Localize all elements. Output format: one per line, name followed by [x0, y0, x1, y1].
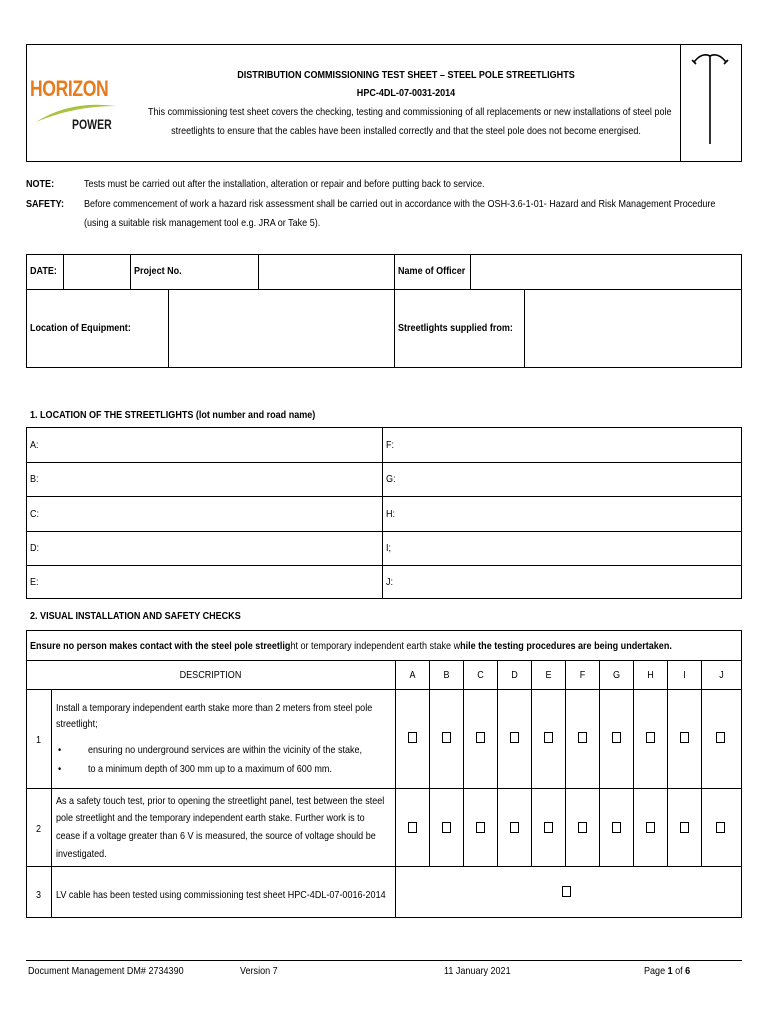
column-header-g: G [612, 669, 621, 681]
location-row-divider [26, 496, 742, 497]
checks-row-divider [26, 866, 742, 867]
check-2-checkbox-i[interactable] [680, 822, 689, 833]
supplied-from-field[interactable] [525, 290, 741, 367]
checks-num-col-divider [51, 689, 52, 918]
footer-page-of: of [672, 965, 686, 977]
details-col-4 [394, 254, 395, 368]
logo-text-power: POWER [72, 116, 112, 132]
checks-col-divider [565, 660, 566, 866]
footer-current-page: 1 [667, 965, 673, 977]
column-header-j: J [719, 669, 724, 681]
check-2-number: 2 [35, 823, 42, 835]
location-table [26, 427, 742, 599]
location-label-j: J: [386, 576, 394, 588]
check-1-bullet-mark: • [58, 744, 62, 756]
column-header-b: B [443, 669, 450, 681]
check-2-checkbox-d[interactable] [510, 822, 519, 833]
description-line-2: streetlights to ensure that the cables have been installed correctly and that the steel pole does not become energised. [171, 125, 641, 137]
checks-col-divider [599, 660, 600, 866]
footer-rule [26, 960, 742, 961]
location-label-e: E: [30, 576, 39, 588]
logo-text-horizon: HORIZON [30, 76, 109, 101]
horizon-power-logo [30, 72, 120, 142]
check-1-checkbox-h[interactable] [646, 732, 655, 743]
check-1-checkbox-f[interactable] [578, 732, 587, 743]
check-3-text-line-1: LV cable has been tested using commissioning test sheet HPC-4DL-07-0016-2014 [56, 889, 386, 901]
check-1-text-line-2: streetlight; [56, 718, 98, 730]
column-header-e: E [545, 669, 552, 681]
note-label: NOTE: [26, 178, 55, 190]
check-2-checkbox-h[interactable] [646, 822, 655, 833]
document-page [26, 44, 742, 989]
check-2-checkbox-b[interactable] [442, 822, 451, 833]
column-header-a: A [409, 669, 416, 681]
date-field[interactable] [64, 255, 129, 288]
officer-name-label: Name of Officer [398, 265, 466, 277]
safety-text-line-2: (using a suitable risk management tool e.g. JRA or Take 5). [84, 217, 321, 229]
page-title: DISTRIBUTION COMMISSIONING TEST SHEET – STEEL POLE STREETLIGHTS [237, 69, 575, 81]
column-header-f: F [579, 669, 586, 681]
check-1-checkbox-c[interactable] [476, 732, 485, 743]
check-1-checkbox-i[interactable] [680, 732, 689, 743]
project-number-field[interactable] [259, 255, 393, 288]
checks-row-divider [26, 660, 742, 661]
check-1-bullet-1: ensuring no underground services are within the vicinity of the stake, [88, 744, 363, 756]
check-1-checkbox-e[interactable] [544, 732, 553, 743]
details-col-2 [130, 254, 131, 289]
location-label-f: F: [386, 439, 395, 451]
location-row-divider [26, 565, 742, 566]
footer-document-management: Document Management DM# 2734390 [28, 965, 184, 977]
description-column-header: DESCRIPTION [179, 669, 242, 681]
checks-col-divider [463, 660, 464, 866]
date-label: DATE: [30, 265, 57, 277]
column-header-c: C [477, 669, 484, 681]
check-1-number: 1 [35, 734, 42, 746]
checks-col-divider [429, 660, 430, 866]
checks-col-divider [701, 660, 702, 866]
safety-warning-part-a: Ensure no person makes contact with the steel pole streetlig [30, 640, 291, 652]
location-row-divider [26, 531, 742, 532]
check-2-text-line-1: As a safety touch test, prior to opening the streetlight panel, test between the steel [56, 795, 385, 807]
description-line-1: This commissioning test sheet covers the checking, testing and commissioning of all replacements or new installations of steel pole [148, 106, 672, 118]
checks-col-divider [497, 660, 498, 866]
location-row-divider [26, 462, 742, 463]
check-1-bullet-2: to a minimum depth of 300 mm up to a maximum of 600 mm. [88, 763, 332, 775]
check-2-checkbox-a[interactable] [408, 822, 417, 833]
check-2-text-line-2: pole streetlight and the temporary independent earth stake. Further work is to [56, 812, 365, 824]
column-header-i: I [683, 669, 686, 681]
footer-date: 11 January 2021 [444, 965, 511, 977]
check-2-text-line-4: investigated. [56, 848, 107, 860]
officer-name-field[interactable] [471, 255, 741, 288]
checks-col-divider [531, 660, 532, 866]
checks-col-divider [667, 660, 668, 866]
project-number-label: Project No. [134, 265, 182, 277]
check-1-checkbox-g[interactable] [612, 732, 621, 743]
supplied-from-label: Streetlights supplied from: [398, 322, 513, 334]
location-label-a: A: [30, 439, 39, 451]
note-text: Tests must be carried out after the installation, alteration or repair and before putting back to service. [84, 178, 485, 190]
check-2-checkbox-c[interactable] [476, 822, 485, 833]
check-2-checkbox-e[interactable] [544, 822, 553, 833]
column-header-d: D [511, 669, 518, 681]
section-2-heading: 2. VISUAL INSTALLATION AND SAFETY CHECKS [30, 610, 241, 622]
column-header-h: H [647, 669, 654, 681]
checks-col-divider [633, 660, 634, 866]
check-1-checkbox-d[interactable] [510, 732, 519, 743]
document-code: HPC-4DL-07-0031-2014 [356, 87, 456, 99]
footer-total-pages: 6 [685, 965, 691, 977]
check-1-checkbox-b[interactable] [442, 732, 451, 743]
location-label-d: D: [30, 542, 40, 554]
checks-row-divider [26, 788, 742, 789]
section-1-heading: 1. LOCATION OF THE STREETLIGHTS (lot number and road name) [30, 409, 316, 421]
check-2-text-line-3: cease if a voltage greater than 6 V is measured, the source of voltage should be [56, 830, 376, 842]
check-1-checkbox-a[interactable] [408, 732, 417, 743]
location-label-i: I; [386, 542, 392, 554]
checks-desc-col-divider [395, 660, 396, 918]
equipment-location-label: Location of Equipment: [30, 322, 131, 334]
equipment-location-field[interactable] [169, 290, 393, 367]
footer-page-prefix: Page [644, 965, 668, 977]
footer-page-number [644, 964, 690, 978]
checks-row-divider [26, 689, 742, 690]
safety-label: SAFETY: [26, 198, 64, 210]
location-label-b: B: [30, 473, 39, 485]
check-1-bullet-mark: • [58, 763, 62, 775]
check-3-checkbox[interactable] [562, 886, 571, 897]
check-1-checkbox-j[interactable] [716, 732, 725, 743]
safety-warning-part-c: hile the testing procedures are being undertaken. [460, 640, 672, 652]
footer-version: Version 7 [240, 965, 278, 977]
check-2-checkbox-f[interactable] [578, 822, 587, 833]
header-box [26, 44, 742, 162]
check-2-checkbox-g[interactable] [612, 822, 621, 833]
safety-text-line-1: Before commencement of work a hazard risk assessment shall be carried out in accordance with the OSH-3.6-1-01- Hazard and Risk Management Procedure [84, 198, 716, 210]
check-2-checkbox-j[interactable] [716, 822, 725, 833]
safety-warning-part-b: ht or temporary independent earth stake w [290, 640, 461, 652]
location-label-c: C: [30, 508, 40, 520]
check-1-text-line-1: Install a temporary independent earth stake more than 2 meters from steel pole [56, 702, 373, 714]
safety-warning [30, 639, 672, 653]
streetlight-pole-icon [686, 50, 736, 150]
location-label-g: G: [386, 473, 396, 485]
location-table-mid-divider [382, 427, 383, 599]
check-3-number: 3 [35, 889, 42, 901]
location-label-h: H: [386, 508, 396, 520]
header-divider [680, 44, 681, 162]
